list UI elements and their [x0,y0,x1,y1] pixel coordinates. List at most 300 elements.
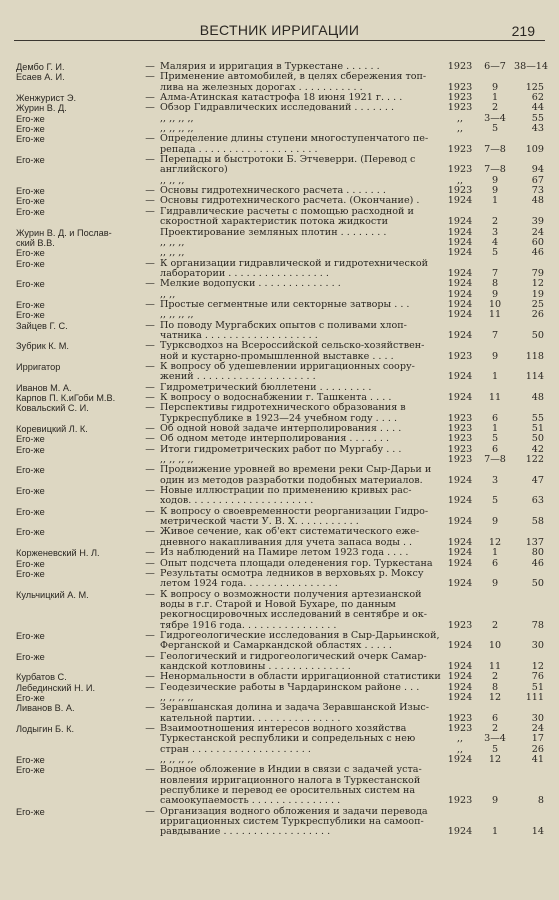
list-item [0,279,559,289]
issue-number: 2 [491,723,499,734]
article-title: ,, ,, ,, [160,174,185,186]
year-cell: 1924 [447,516,473,528]
page-ref: 12 [531,278,544,290]
author-name: Его-же [16,692,45,703]
entry-dash: — [145,629,155,641]
bibliography-list [0,62,559,838]
page-ref: 44 [531,102,544,114]
article-title: ,, ,, [160,288,176,300]
issue-number: 11 [488,660,502,672]
author-name: Иванов М. А. [16,382,72,393]
issue-number: 2 [491,671,499,683]
year-cell: 1924 [447,640,473,652]
author-name: Зайцев Г. С. [16,320,68,331]
article-title: Перспективы гидротехнического образования в [160,402,406,414]
issue-number: 9 [491,174,499,186]
entry-dash: — [145,433,155,445]
article-title: Обзор Гидравлических исследований . . . . . . . [160,102,395,114]
year-cell: 1923 [447,81,473,93]
page-ref: 50 [531,433,544,445]
list-item [0,238,559,248]
article-title: самоокупаемость . . . . . . . . . . . . . . . [160,795,341,807]
article-title: Гидрогеологические исследования в Сыр-Дарьинской, [160,629,440,641]
author-name: Его-же [16,206,45,217]
author-name: Его-же [16,568,45,579]
article-title: Простые сегментные или секторные затворы . . . [160,298,410,310]
page-ref: 80 [531,547,544,559]
list-item [0,548,559,558]
page-ref: 30 [531,640,544,652]
list-item [0,217,559,227]
year-cell: 1923 [447,350,473,362]
author-name: Его-же [16,196,45,207]
article-title: Итоги гидрометрических работ по Мургабу . . . [160,443,402,455]
page-ref: 50 [531,578,544,590]
entry-dash: — [145,392,155,403]
entry-dash: — [145,402,155,414]
article-title: жений . . . . . . . . . . . . . . . . . . . . [160,371,316,383]
issue-number: 11 [488,309,502,321]
article-title: Туркреспублике в 1923—24 учебном году . . . . [160,412,397,424]
author-name: Его-же [16,113,45,124]
year-cell: 1923 [447,102,473,114]
entry-dash: — [145,557,155,569]
year-cell: 1924 [447,578,473,590]
list-item [0,610,559,620]
year-cell: 1924 [447,247,473,259]
issue-number: 5 [491,123,499,135]
issue-number: 3—4 [484,733,506,745]
article-title: лаборатории . . . . . . . . . . . . . . . . . [160,267,329,279]
entry-dash: — [145,805,155,817]
author-name: Его-же [16,186,45,197]
article-title: Геодезические работы в Чардаринском районе . . . [160,681,420,693]
article-title: К организации гидравлической и гидротехнической [160,257,429,269]
article-title: Об одном методе интерполирования . . . . . . . [160,433,390,445]
year-cell: 1924 [447,474,473,486]
year-cell: 1923 [447,61,473,72]
author-name: Коревицкий Л. К. [16,424,88,435]
page-ref: 39 [531,216,544,228]
article-title: К вопросу о своевременности реорганизации Гидро- [160,505,429,517]
entry-dash: — [145,154,155,166]
author-name: Его-же [16,765,45,776]
author-name: Его-же [16,486,45,497]
author-name: Его-же [16,134,45,145]
article-title: воды в г.г. Старой и Новой Бухаре, по данным [160,598,396,610]
page-ref: 26 [531,309,544,321]
entry-dash: — [145,443,155,455]
article-title: ,, ,, ,, ,, [160,754,194,766]
page-ref: 67 [531,174,544,186]
year-cell: 1924 [447,236,473,248]
article-title: К вопросу о возможности получения артезианской [160,588,422,600]
author-name: Его-же [16,124,45,135]
author-name: Женжурист Э. [16,93,77,104]
entry-dash: — [145,764,155,776]
year-cell: ,, [456,174,464,186]
article-title: Гидрометрический бюллетени . . . . . . . . . [160,381,372,393]
page-ref: 17 [531,733,544,745]
entry-dash: — [145,381,155,393]
entry-dash: — [145,723,155,734]
issue-number: 5 [491,743,499,755]
issue-number: 10 [488,298,502,310]
issue-number: 12 [488,754,502,766]
author-name: Ковальский С. И. [16,403,89,414]
page-ref: 12 [531,660,544,672]
page-ref: 24 [531,723,544,734]
article-title: Проектирование земляных плотин . . . . . . . . [160,226,387,238]
issue-number: 11 [488,392,502,403]
issue-number: 7—8 [484,454,506,466]
article-title: Основы гидротехнического расчета . . . . . . . [160,185,386,197]
author-name: Журин В. Д. [16,103,67,114]
article-title: Ненормальности в области ирригационной статистики [160,671,441,683]
year-cell: 1924 [447,371,473,383]
year-cell: 1923 [447,723,473,734]
article-title: рекогносцировочных исследований в сентябре и ок- [160,609,427,621]
year-cell: 1923 [447,143,473,155]
issue-number: 9 [491,185,499,197]
author-name: Его-же [16,465,45,476]
issue-number: 2 [491,216,499,228]
article-title: новления ирригационного налога в Туркестанской [160,774,421,786]
issue-number: 7—8 [484,143,506,155]
issue-number: 6—7 [484,61,506,72]
year-cell: 1923 [447,619,473,631]
year-cell: 1924 [447,195,473,207]
page-ref: 43 [531,123,544,135]
year-cell: 1924 [447,660,473,672]
page-ref: 46 [531,247,544,259]
header-rule [14,40,545,41]
list-item [0,155,559,165]
page-ref: 114 [525,371,544,383]
entry-dash: — [145,567,155,579]
article-title: ной и кустарно-промышленной выставке . . . . [160,350,394,362]
issue-number: 9 [491,516,499,528]
author-name: Его-же [16,299,45,310]
entry-dash: — [145,319,155,331]
article-title: дневного накапливания для учета запаса воды . . [160,536,413,548]
entry-dash: — [145,102,155,114]
article-title: один из методов разработки подобных материалов. [160,474,423,486]
year-cell: 1923 [447,423,473,435]
page-ref: 19 [531,288,544,300]
article-title: ,, ,, ,, [160,236,185,248]
issue-number: 6 [491,557,499,569]
article-title: Гидравлические расчеты с помощью расходной и [160,205,414,217]
page-ref: 63 [531,495,544,507]
author-name: Есаев А. И. [16,72,65,83]
author-name: Его-же [16,506,45,517]
issue-number: 6 [491,412,499,424]
article-title: Продвижение уровней во времени реки Сыр-Дарьи и [160,464,432,476]
author-name: Его-же [16,444,45,455]
entry-dash: — [145,526,155,538]
issue-number: 4 [491,236,499,248]
list-item [0,827,559,837]
author-name: Кульчицкий А. М. [16,589,89,600]
page-ref: 51 [531,681,544,693]
list-item [0,745,559,755]
year-cell: ,, [456,733,464,745]
issue-number: 5 [491,495,499,507]
author-name: Его-же [16,558,45,569]
issue-number: 9 [491,578,499,590]
issue-number: 3—4 [484,112,506,124]
entry-dash: — [145,360,155,372]
year-cell: 1923 [447,795,473,807]
year-cell: 1924 [447,278,473,290]
page-ref: 62 [531,92,544,104]
issue-number: 2 [491,619,499,631]
article-title: Взаимоотношения интересов водного хозяйства [160,723,407,734]
page-ref: 109 [525,143,544,155]
year-cell: 1923 [447,712,473,724]
page-ref: 51 [531,423,544,435]
author-name: Ирригатор [16,361,61,372]
author-name: Курбатов С. [16,672,67,683]
article-title: Алма-Атинская катастрофа 18 июня 1921 г. . . . [160,92,403,104]
page-ref: 30 [531,712,544,724]
issue-number: 8 [491,681,499,693]
issue-number: 9 [491,350,499,362]
page-ref: 76 [531,671,544,683]
year-cell: 1924 [447,298,473,310]
entry-dash: — [145,340,155,352]
year-cell: ,, [456,112,464,124]
article-title: ,, ,, ,, ,, [160,309,194,321]
article-title: ,, ,, ,, ,, [160,123,194,135]
issue-number: 1 [491,547,499,559]
page-ref: 137 [525,536,544,548]
article-title: К вопросу о водоснабжении г. Ташкента . . . . [160,392,392,403]
page-ref: 55 [531,112,544,124]
author-name: Его-же [16,155,45,166]
article-title: Об одной новой задаче интерполирования . . . . [160,423,402,435]
entry-dash: — [145,71,155,83]
article-title: английского) [160,164,228,176]
issue-number: 5 [491,433,499,445]
author-name: Корженевский Н. Л. [16,548,100,559]
entry-dash: — [145,133,155,145]
article-title: чатника . . . . . . . . . . . . . . . . . . . [160,329,318,341]
article-title: К вопросу об удешевлении ирригационных соору- [160,360,415,372]
year-cell: 1924 [447,536,473,548]
journal-title: ВЕСТНИК ИРРИГАЦИИ [199,22,360,38]
page-ref: 25 [531,298,544,310]
issue-number: 6 [491,443,499,455]
entry-dash: — [145,681,155,693]
page-ref: 24 [531,226,544,238]
issue-number: 6 [491,712,499,724]
article-title: летом 1924 года. . . . . . . . . . . . . . . . [160,578,338,590]
page-ref: 118 [525,350,544,362]
author-name: ский В.В. [16,237,55,248]
issue-number: 9 [491,795,499,807]
page-ref: 47 [531,474,544,486]
issue-number: 9 [491,288,499,300]
entry-dash: — [145,423,155,435]
list-item [0,228,559,238]
page-ref: 73 [531,185,544,197]
article-title: скоростной характеристик потока жидкости [160,216,388,228]
entry-dash: — [145,671,155,683]
author-name: Его-же [16,755,45,766]
year-cell: 1923 [447,433,473,445]
article-title: лива на железных дорогах . . . . . . . . . . . [160,81,363,93]
entry-dash: — [145,61,155,72]
author-name: Его-же [16,651,45,662]
issue-number: 2 [491,102,499,114]
entry-dash: — [145,205,155,217]
article-title: равдывание . . . . . . . . . . . . . . . . . . [160,826,331,838]
list-item [0,300,559,310]
issue-number: 10 [488,640,502,652]
list-item [0,248,559,258]
page-ref: 8 [537,795,544,807]
article-title: ,, ,, ,, ,, [160,691,194,703]
page-ref: 79 [531,267,544,279]
article-title: Из наблюдений на Памире летом 1923 года . . . . [160,547,409,559]
author-name: Его-же [16,279,45,290]
issue-number: 12 [488,691,502,703]
page-ref: 94 [531,164,544,176]
issue-number: 9 [491,81,499,93]
entry-dash: — [145,547,155,559]
issue-number: 1 [491,826,499,838]
author-name: Его-же [16,527,45,538]
author-name: Его-же [16,806,45,817]
page-ref: 14 [531,826,544,838]
year-cell: 1924 [447,288,473,300]
page-ref: 41 [531,754,544,766]
page-ref: 50 [531,329,544,341]
article-title: метрической части У. В. Х. . . . . . . . . . . [160,516,359,528]
year-cell: 1924 [447,557,473,569]
article-title: ,, ,, ,, [160,247,185,259]
issue-number: 7 [491,329,499,341]
year-cell: 1924 [447,681,473,693]
list-item [0,445,559,455]
issue-number: 8 [491,278,499,290]
article-title: Основы гидротехнического расчета. (Окончание) . [160,195,420,207]
article-title: Мелкие водопуски . . . . . . . . . . . . . . [160,278,341,290]
article-title: ирригационных систем Туркреспублики на самооп- [160,816,424,828]
article-title: тябре 1916 года. . . . . . . . . . . . . . . . [160,619,337,631]
year-cell: 1924 [447,691,473,703]
issue-number: 1 [491,92,499,104]
list-item [0,103,559,113]
year-cell: 1924 [447,826,473,838]
page-ref: 48 [531,195,544,207]
entry-dash: — [145,588,155,600]
entry-dash: — [145,257,155,269]
year-cell: 1924 [447,495,473,507]
page-ref: 55 [531,412,544,424]
author-name: Журин В. Д. и Послав- [16,227,112,238]
year-cell: 1924 [447,226,473,238]
year-cell: 1923 [447,92,473,104]
article-title: Малярия и ирригация в Туркестане . . . . . . [160,61,380,72]
issue-number: 3 [491,226,499,238]
year-cell: 1923 [447,164,473,176]
page-ref: 125 [525,81,544,93]
author-name: Дембо Г. И. [16,62,65,72]
entry-dash: — [145,505,155,517]
year-cell: ,, [456,123,464,135]
article-title: Определение длины ступени многоступенчатого пе- [160,133,429,145]
page-ref: 26 [531,743,544,755]
article-title: стран . . . . . . . . . . . . . . . . . . . . [160,743,311,755]
page-ref: 111 [525,691,544,703]
article-title: Применение автомобилей, в целях сбережения топ- [160,71,427,83]
author-name: Ливанов В. А. [16,703,75,714]
issue-number: 12 [488,536,502,548]
year-cell: 1923 [447,412,473,424]
year-cell: 1924 [447,392,473,403]
entry-dash: — [145,650,155,662]
article-title: республике и перевод ее оросительных систем на [160,785,416,797]
issue-number: 1 [491,195,499,207]
page-ref: 58 [531,516,544,528]
article-title: Опыт подсчета площади оледенения гор. Туркестана [160,557,433,569]
page-ref: 60 [531,236,544,248]
list-item [0,579,559,589]
author-name: Его-же [16,258,45,269]
entry-dash: — [145,195,155,207]
issue-number: 7—8 [484,164,506,176]
year-cell: 1924 [447,329,473,341]
article-title: кательной партии. . . . . . . . . . . . . . . [160,712,341,724]
article-title: кандской котловины . . . . . . . . . . . . . . [160,660,351,672]
article-title: Ферганской и Самаркандской областях . . . . . [160,640,392,652]
page-ref: 46 [531,557,544,569]
article-title: ходов. . . . . . . . . . . . . . . . . . . . . [160,495,314,507]
issue-number: 3 [491,474,499,486]
issue-number: 1 [491,423,499,435]
page-ref: 48 [531,392,544,403]
year-cell: ,, [456,743,464,755]
article-title: Водное обложение в Индии в связи с задачей уста- [160,764,422,776]
issue-number: 5 [491,247,499,259]
author-name: Его-же [16,630,45,641]
article-title: Результаты осмотра ледников в верховьях р. Моксу [160,567,424,579]
article-title: Зеравшанская долина и задача Зеравшанской Изыс- [160,702,429,714]
page-number: 219 [511,23,535,39]
article-title: Живое сечение, как об'ект систематического еже- [160,526,420,538]
author-name: Его-же [16,310,45,321]
list-item [0,114,559,124]
article-title: ,, ,, ,, ,, [160,112,194,124]
page-ref: 78 [531,619,544,631]
author-name: Лодыгин Б. К. [16,724,75,734]
page-header [0,0,559,44]
article-title: Перепады и быстротоки Б. Этчеверри. (Перевод с [160,154,416,166]
article-title: Турксводхоз на Всероссийской сельско-хозяйствен- [160,340,425,352]
entry-dash: — [145,298,155,310]
author-name: Его-же [16,434,45,445]
year-cell: 1924 [447,754,473,766]
page-ref: 42 [531,443,544,455]
year-cell: 1924 [447,216,473,228]
article-title: Организация водного обложения и задачи перевода [160,805,428,817]
article-title: По поводу Мургабских опытов с поливами хлоп- [160,319,407,331]
page-ref: 38—14 [514,61,549,72]
entry-dash: — [145,185,155,197]
